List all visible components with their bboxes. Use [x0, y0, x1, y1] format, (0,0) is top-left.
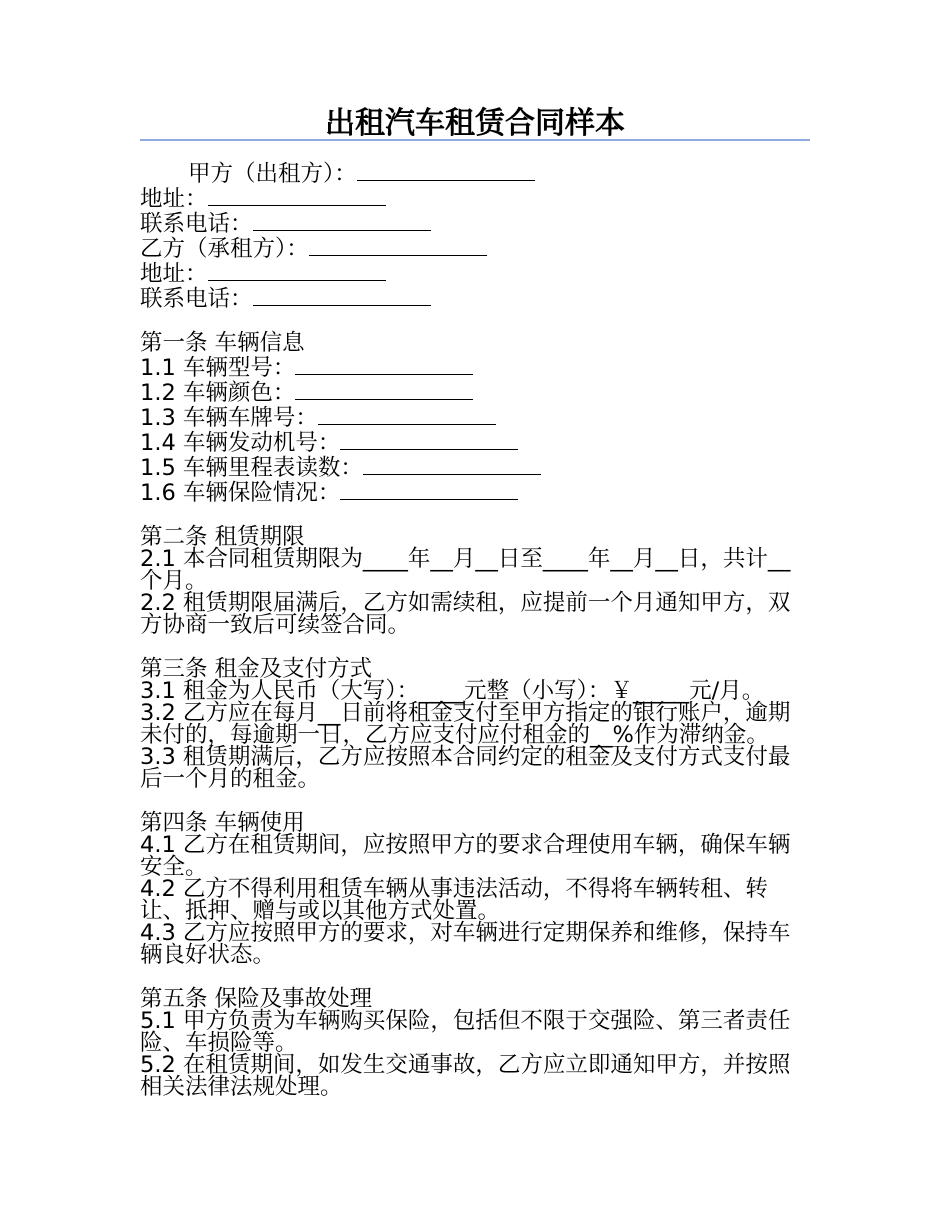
article2-item1: 2.1 本合同租赁期限为____年__月__日至____年__月__日，共计__个月。	[140, 546, 791, 594]
lessor-phone-label: 联系电话：	[140, 211, 253, 237]
article1-item	[140, 479, 812, 504]
lessee-line	[140, 235, 812, 260]
lessor-blank[interactable]	[357, 160, 535, 181]
lessee-address-line	[140, 260, 812, 285]
article5-item2: 5.2 在租赁期间，如发生交通事故，乙方应立即通知甲方，并按照相关法律法规处理。	[140, 1052, 791, 1100]
lessee-phone-label: 联系电话：	[140, 286, 253, 312]
article3-item1: 3.1 租金为人民币（大写）：____元整（小写）：￥_____元/月。	[140, 678, 765, 704]
article5-item1: 5.1 甲方负责为车辆购买保险，包括但不限于交强险、第三者责任险、车损险等。	[140, 1008, 791, 1056]
contract-body	[140, 160, 812, 1098]
lessee-phone-blank[interactable]	[253, 285, 431, 306]
title-underline	[140, 139, 810, 141]
lessor-address-label: 地址：	[140, 186, 208, 212]
article4-item3: 4.3 乙方应按照甲方的要求，对车辆进行定期保养和维修，保持车辆良好状态。	[140, 920, 791, 968]
lessor-address-blank[interactable]	[208, 185, 386, 206]
lessor-address-line	[140, 185, 812, 210]
insurance-status-blank[interactable]	[340, 479, 518, 500]
article1-item	[140, 379, 812, 404]
article3-item3: 3.3 租赁期满后，乙方应按照本合同约定的租金及支付方式支付最后一个月的租金。	[140, 744, 791, 792]
lessor-phone-line	[140, 210, 812, 235]
article4-heading: 第四条 车辆使用	[140, 810, 305, 836]
spacer	[140, 636, 812, 658]
article3-item2: 3.2 乙方应在每月__日前将租金支付至甲方指定的银行账户，逾期未付的，每逾期一日，乙方应支付应付租金的__%作为滞纳金。	[140, 700, 791, 748]
vehicle-plate-label: 1.3 车辆车牌号：	[140, 405, 318, 431]
lessor-line	[140, 160, 812, 185]
vehicle-color-blank[interactable]	[295, 379, 473, 400]
article4-item2: 4.2 乙方不得利用租赁车辆从事违法活动，不得将车辆转租、转让、抵押、赠与或以其他方式处置。	[140, 876, 768, 924]
article2-heading: 第二条 租赁期限	[140, 524, 305, 550]
odometer-blank[interactable]	[363, 454, 541, 475]
insurance-status-label: 1.6 车辆保险情况：	[140, 480, 341, 506]
odometer-label: 1.5 车辆里程表读数：	[140, 455, 363, 481]
article5-heading: 第五条 保险及事故处理	[140, 986, 373, 1012]
lessee-address-blank[interactable]	[208, 260, 386, 281]
spacer	[140, 966, 812, 988]
lessee-blank[interactable]	[309, 235, 487, 256]
spacer	[140, 790, 812, 812]
vehicle-plate-blank[interactable]	[318, 404, 496, 425]
article1-item	[140, 354, 812, 379]
article3-heading: 第三条 租金及支付方式	[140, 656, 373, 682]
article1-item	[140, 429, 812, 454]
lessor-label: 甲方（出租方）：	[188, 161, 357, 187]
lessee-phone-line	[140, 285, 812, 310]
vehicle-model-label: 1.1 车辆型号：	[140, 355, 296, 381]
lessor-phone-blank[interactable]	[253, 210, 431, 231]
lessee-address-label: 地址：	[140, 261, 208, 287]
spacer	[140, 310, 812, 332]
lessee-label: 乙方（承租方）：	[140, 236, 309, 262]
vehicle-model-blank[interactable]	[295, 354, 473, 375]
article1-item	[140, 454, 812, 479]
spacer	[140, 504, 812, 526]
article1-item	[140, 404, 812, 429]
engine-number-blank[interactable]	[340, 429, 518, 450]
article1-heading: 第一条 车辆信息	[140, 330, 305, 356]
article2-item2: 2.2 租赁期限届满后，乙方如需续租，应提前一个月通知甲方，双方协商一致后可续签合同。	[140, 590, 791, 638]
engine-number-label: 1.4 车辆发动机号：	[140, 430, 341, 456]
article4-item1: 4.1 乙方在租赁期间，应按照甲方的要求合理使用车辆，确保车辆安全。	[140, 832, 791, 880]
vehicle-color-label: 1.2 车辆颜色：	[140, 380, 296, 406]
document-title: 出租汽车租赁合同样本	[325, 106, 625, 141]
